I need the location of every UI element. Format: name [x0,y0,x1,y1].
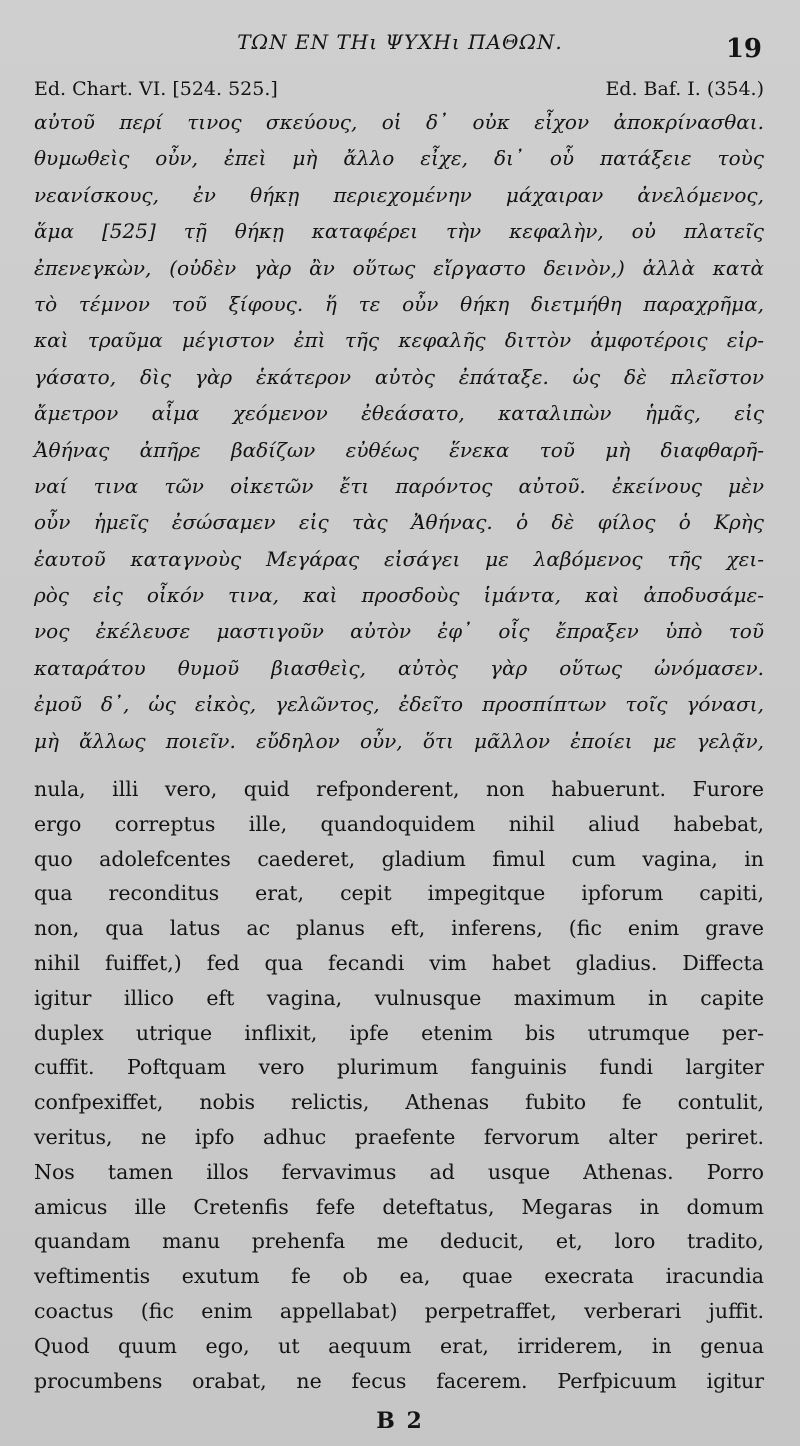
greek-line: νος ἐκέλευσε μαστιγοῦν αὐτὸν ἐφ᾽ οἷς ἔπραξεν ὑπὸ τοῦ [34,619,764,644]
greek-line: μὴ ἄλλως ποιεῖν. εὔδηλον οὖν, ὅτι μᾶλλον ἐποίει με γελᾷν, [34,728,764,753]
greek-line: αὐτοῦ περί τινος σκεύους, οἱ δ᾽ οὐκ εἶχον ἀποκρίνασθαι. [34,110,764,134]
latin-line: veritus, ne ipfo adhuc praefente fervorum alter periret. [34,1124,764,1149]
latin-line: non, qua latus ac planus eft, inferens, (fic enim grave [34,916,764,941]
greek-line: νεανίσκους, ἐν θήκῃ περιεχομένην μάχαιραν ἀνελόμενος, [34,182,764,207]
greek-line: γάσατο, δὶς γὰρ ἑκάτερον αὐτὸς ἐπάταξε. ὡς δὲ πλεῖστον [34,364,764,389]
latin-line: duplex utrique inflixit, ipfe etenim bis utrumque per- [34,1020,764,1045]
latin-line: amicus ille Cretenfis fefe deteftatus, Megaras in domum [34,1194,764,1219]
greek-line: ἐμοῦ δ᾽, ὡς εἰκὸς, γελῶντος, ἐδεῖτο προσπίπτων τοῖς γόνασι, [34,692,764,717]
latin-line: procumbens orabat, ne fecus facerem. Perfpicuum igitur [34,1368,764,1393]
greek-line: ναί τινα τῶν οἰκετῶν ἔτι παρόντος αὐτοῦ. ἐκείνους μὲν [34,473,764,498]
latin-line: nihil fuiffet,) fed qua fecandi vim habet gladius. Diffecta [34,950,764,975]
greek-line: οὖν ἡμεῖς ἐσώσαμεν εἰς τὰς Ἀθήνας. ὁ δὲ φίλος ὁ Κρὴς [34,510,764,535]
greek-line: καὶ τραῦμα μέγιστον ἐπὶ τῆς κεφαλῆς διττὸν ἀμφοτέροις εἰρ- [34,328,764,353]
greek-line: ἐπενεγκὼν, (οὐδὲν γὰρ ἂν οὕτως εἴργαστο δεινὸν,) ἀλλὰ κατὰ [34,255,764,280]
latin-line: confpexiffet, nobis relictis, Athenas fubito fe contulit, [34,1090,764,1115]
greek-text-block [34,104,764,759]
latin-line: quo adolefcentes caederet, gladium fimul cum vagina, in [34,846,764,871]
latin-line: cuffit. Poftquam vero plurimum fanguinis fundi largiter [34,1055,764,1080]
latin-line: qua reconditus erat, cepit impegitque ipforum capiti, [34,881,764,906]
printer-signature-mark: B 2 [376,1408,424,1434]
greek-line: ἅμα [525] τῇ θήκῃ καταφέρει τὴν κεφαλὴν, οὐ πλατεῖς [34,219,764,244]
latin-line: Nos tamen illos fervavimus ad usque Athenas. Porro [34,1159,764,1184]
edition-reference-line [34,78,764,104]
greek-line: θυμωθεὶς οὖν, ἐπεὶ μὴ ἄλλο εἶχε, δι᾽ οὗ πατάξειε τοὺς [34,146,764,171]
latin-text-block [34,772,764,1398]
latin-line: veftimentis exutum fe ob ea, quae execrata iracundia [34,1264,764,1289]
greek-line: τὸ τέμνον τοῦ ξίφους. ἥ τε οὖν θήκη διετμήθη παραχρῆμα, [34,291,764,316]
latin-line: igitur illico eft vagina, vulnusque maximum in capite [34,985,764,1010]
edition-basel-ref: Ed. Baf. I. (354.) [605,78,764,100]
greek-line: ἑαυτοῦ καταγνοὺς Μεγάρας εἰσάγει με λαβόμενος τῆς χει- [34,546,764,571]
greek-line: καταράτου θυμοῦ βιασθεὶς, αὐτὸς γὰρ οὕτως ὠνόμασεν. [34,655,764,680]
running-title: ΤΩΝ ΕΝ ΤΗι ΨΥΧΗι ΠΑΘΩΝ. [237,30,563,54]
greek-line: Ἀθήνας ἀπῆρε βαδίζων εὐθέως ἕνεκα τοῦ μὴ διαφθαρῆ- [34,437,764,462]
edition-chartier-ref: Ed. Chart. VI. [524. 525.] [34,78,278,100]
latin-line: coactus (fic enim appellabat) perpetraffet, verberari juffit. [34,1298,764,1323]
latin-line: nula, illi vero, quid refponderent, non habuerunt. Furore [34,777,764,801]
latin-line: ergo correptus ille, quandoquidem nihil aliud habebat, [34,811,764,836]
latin-line: Quod quum ego, ut aequum erat, irriderem, in genua [34,1333,764,1358]
page-number: 19 [725,34,762,64]
greek-line: ρὸς εἰς οἶκόν τινα, καὶ προσδοὺς ἱμάντα, καὶ ἀποδυσάμε- [34,583,764,608]
greek-line: ἄμετρον αἷμα χεόμενον ἐθεάσατο, καταλιπὼν ἡμᾶς, εἰς [34,401,764,426]
latin-line: quandam manu prehenfa me deducit, et, loro tradito, [34,1229,764,1254]
